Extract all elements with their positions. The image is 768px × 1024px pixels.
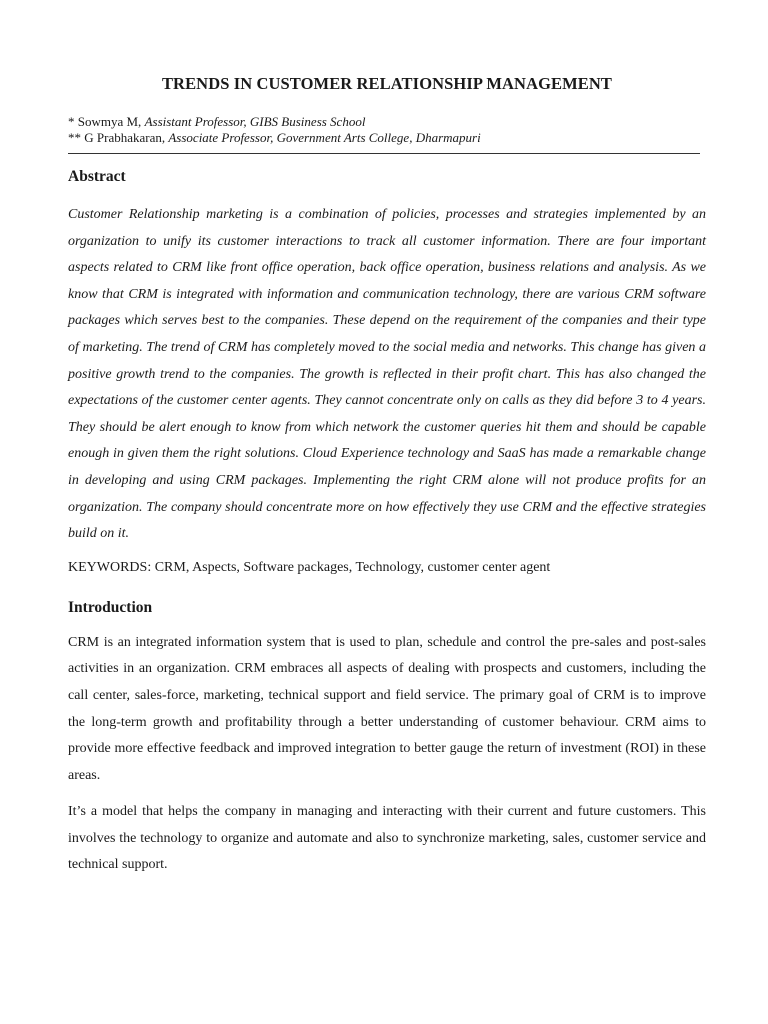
author-list [68, 114, 706, 146]
introduction-paragraph: CRM is an integrated information system that is used to plan, schedule and control the pre-sales and post-sales activities in an organization. CRM embraces all aspects of dealing with prospects and customers, including the call center, sales-force, marketing, technical support and field service. The primary goal of CRM is to improve the long-term growth and profitability through a better understanding of customer behaviour. CRM aims to provide more effective feedback and improved integration to better gauge the return of investment (ROI) in these areas. [68, 634, 706, 783]
author-marker: ** [68, 130, 81, 145]
author-name: Sowmya M, [77, 114, 142, 129]
author-role: Associate Professor, Government Arts College, Dharmapuri [168, 130, 481, 145]
introduction-paragraph: It’s a model that helps the company in managing and interacting with their current and future customers. This involves the technology to organize and automate and also to synchronize marketing, sales, customer service and technical support. [68, 804, 706, 873]
abstract-heading: Abstract [68, 168, 126, 185]
author-marker: * [68, 114, 75, 129]
author-line [68, 114, 706, 130]
keywords-line: KEYWORDS: CRM, Aspects, Software packages, Technology, customer center agent [68, 559, 551, 575]
author-name: G Prabhakaran, [84, 130, 166, 145]
abstract-text: Customer Relationship marketing is a combination of policies, processes and strategies implemented by an organization to unify its customer interactions to track all customer information. There are four important aspects related to CRM like front office operation, back office operation, business relations and analysis. As we know that CRM is integrated with information and communication technology, there are various CRM software packages which serves best to the companies. These depend on the requirement of the companies and their type of marketing. The trend of CRM has completely moved to the social media and networks. This change has given a positive growth trend to the companies. The growth is reflected in their profit chart. This has also changed the expectations of the customer center agents. They cannot concentrate only on calls as they did before 3 to 4 years. They should be alert enough to know from which network the customer queries hit them and should be capable enough in given them the right solutions. Cloud Experience technology and SaaS has made a remarkable change in developing and using CRM packages. Implementing the right CRM alone will not produce profits for an organization. The company should concentrate more on how effectively they use CRM and the effective strategies build on it. [68, 207, 706, 542]
author-role: Assistant Professor, GIBS Business School [144, 114, 366, 129]
introduction-heading: Introduction [68, 598, 153, 616]
paper-title: TRENDS IN CUSTOMER RELATIONSHIP MANAGEMENT [161, 74, 613, 93]
author-line [68, 130, 706, 146]
header-divider [68, 153, 700, 154]
